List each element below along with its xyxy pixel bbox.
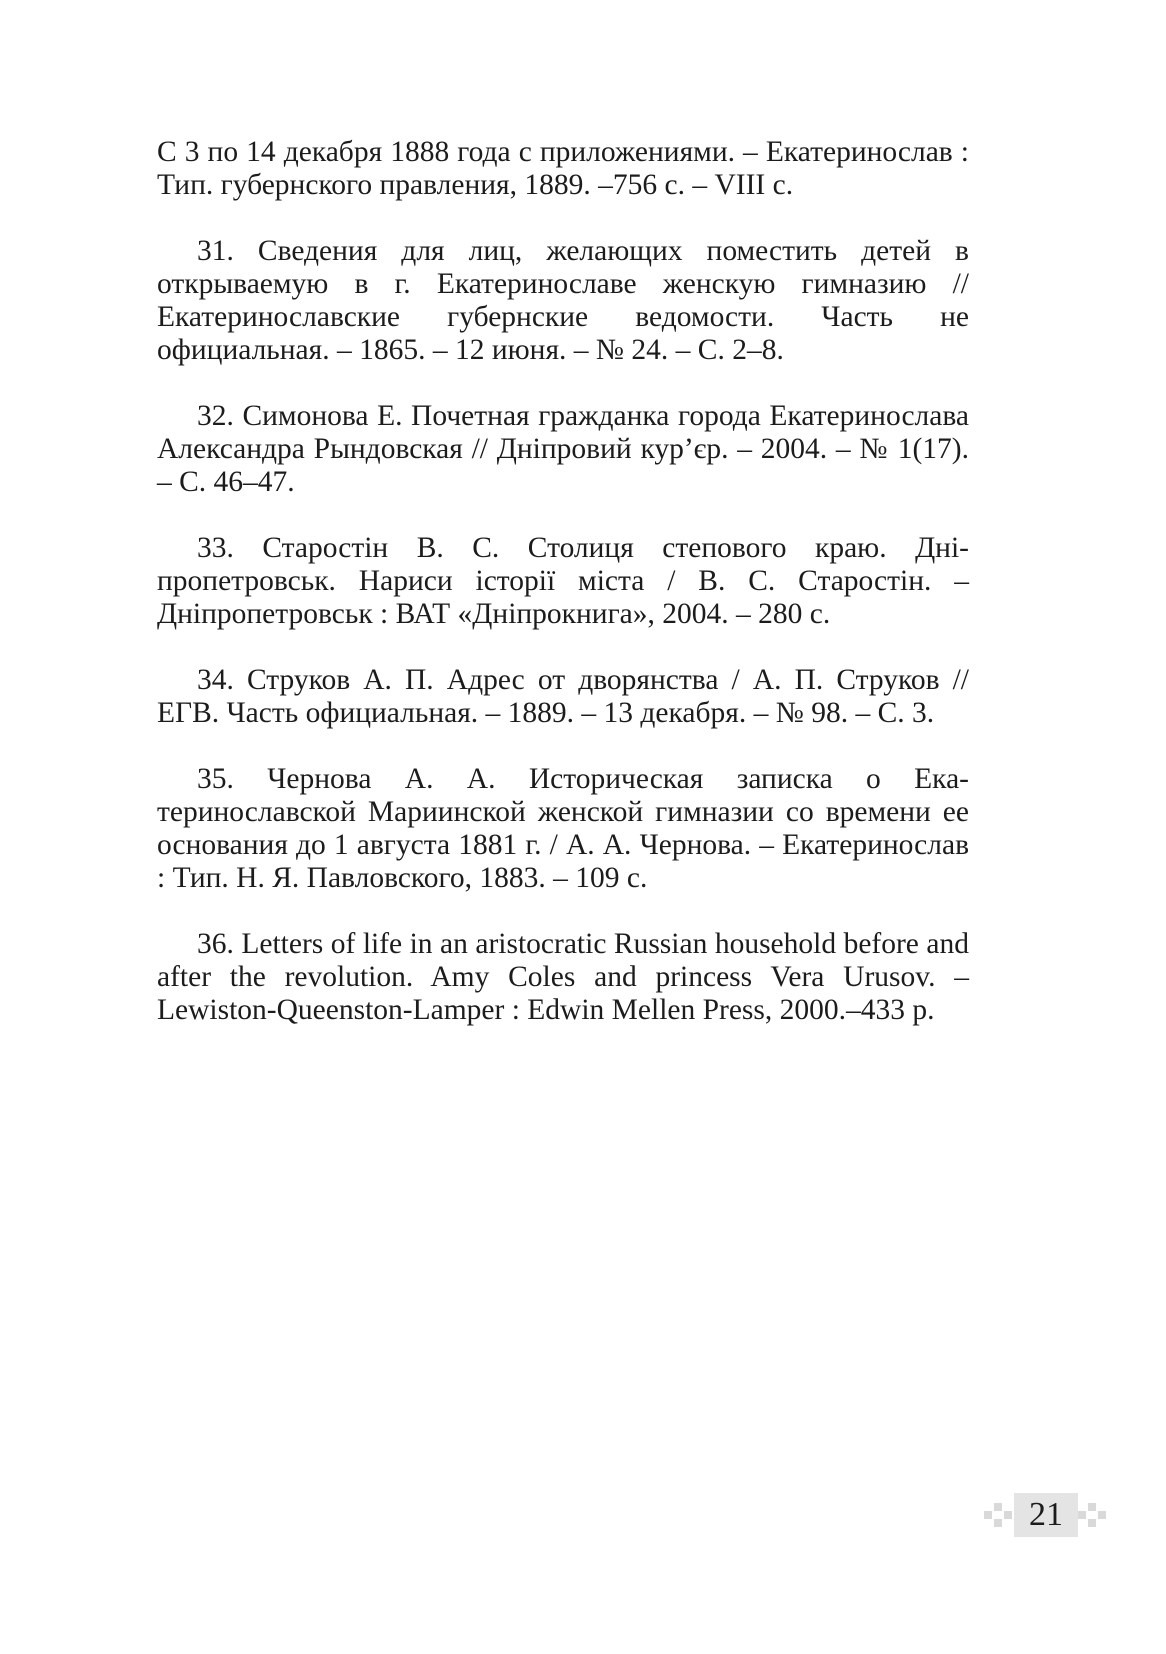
bibliography-page [157, 136, 969, 1060]
bibliography-entry-32: 32. Симонова Е. Почетная гражданка города Екатеринослава Александра Рындовская // Дніпровий кур’єр. – 2004. – № 1(17). – С. 46–47. [157, 400, 969, 498]
ornament-right-icon [1074, 1493, 1118, 1537]
bibliography-entry-36: 36. Letters of life in an aristocratic Russian household before and after the revolution. Amy Coles and princess Vera Urusov. – Lewiston-Queenston-Lamper : Edwin Mellen Press, 2000.–433 p. [157, 928, 969, 1026]
page-number-ornament [992, 1493, 1102, 1537]
page-number: 21 [1029, 1496, 1063, 1533]
bibliography-entry-31: 31. Сведения для лиц, желающих поместить детей в открываемую в г. Екатеринославе женскую гимназию // Екатеринославские губернские ведомости. Часть не официальная. – 1865. – 12 июня. – № 24. – С. 2–8. [157, 235, 969, 366]
bibliography-entry-continuation: С 3 по 14 декабря 1888 года с приложениями. – Екатеринослав : Тип. губернского правления, 1889. –756 с. – VIII с. [157, 136, 969, 201]
bibliography-entry-34: 34. Струков А. П. Адрес от дворянства / А. П. Струков // ЕГВ. Часть официальная. – 1889. – 13 декабря. – № 98. – С. 3. [157, 664, 969, 729]
bibliography-entry-33: 33. Старостін В. С. Столиця степового краю. Дніпропетровськ. Нариси історії міста / В. С. Старостін. – Дніпропетровськ : ВАТ «Дніпрокнига», 2004. – 280 с. [157, 532, 969, 630]
bibliography-entry-35: 35. Чернова А. А. Историческая записка о Екатеринославской Мариинской женской гимназии со времени ее основания до 1 августа 1881 г. / А. А. Чернова. – Екатеринослав : Тип. Н. Я. Павловского, 1883. – 109 с. [157, 763, 969, 894]
